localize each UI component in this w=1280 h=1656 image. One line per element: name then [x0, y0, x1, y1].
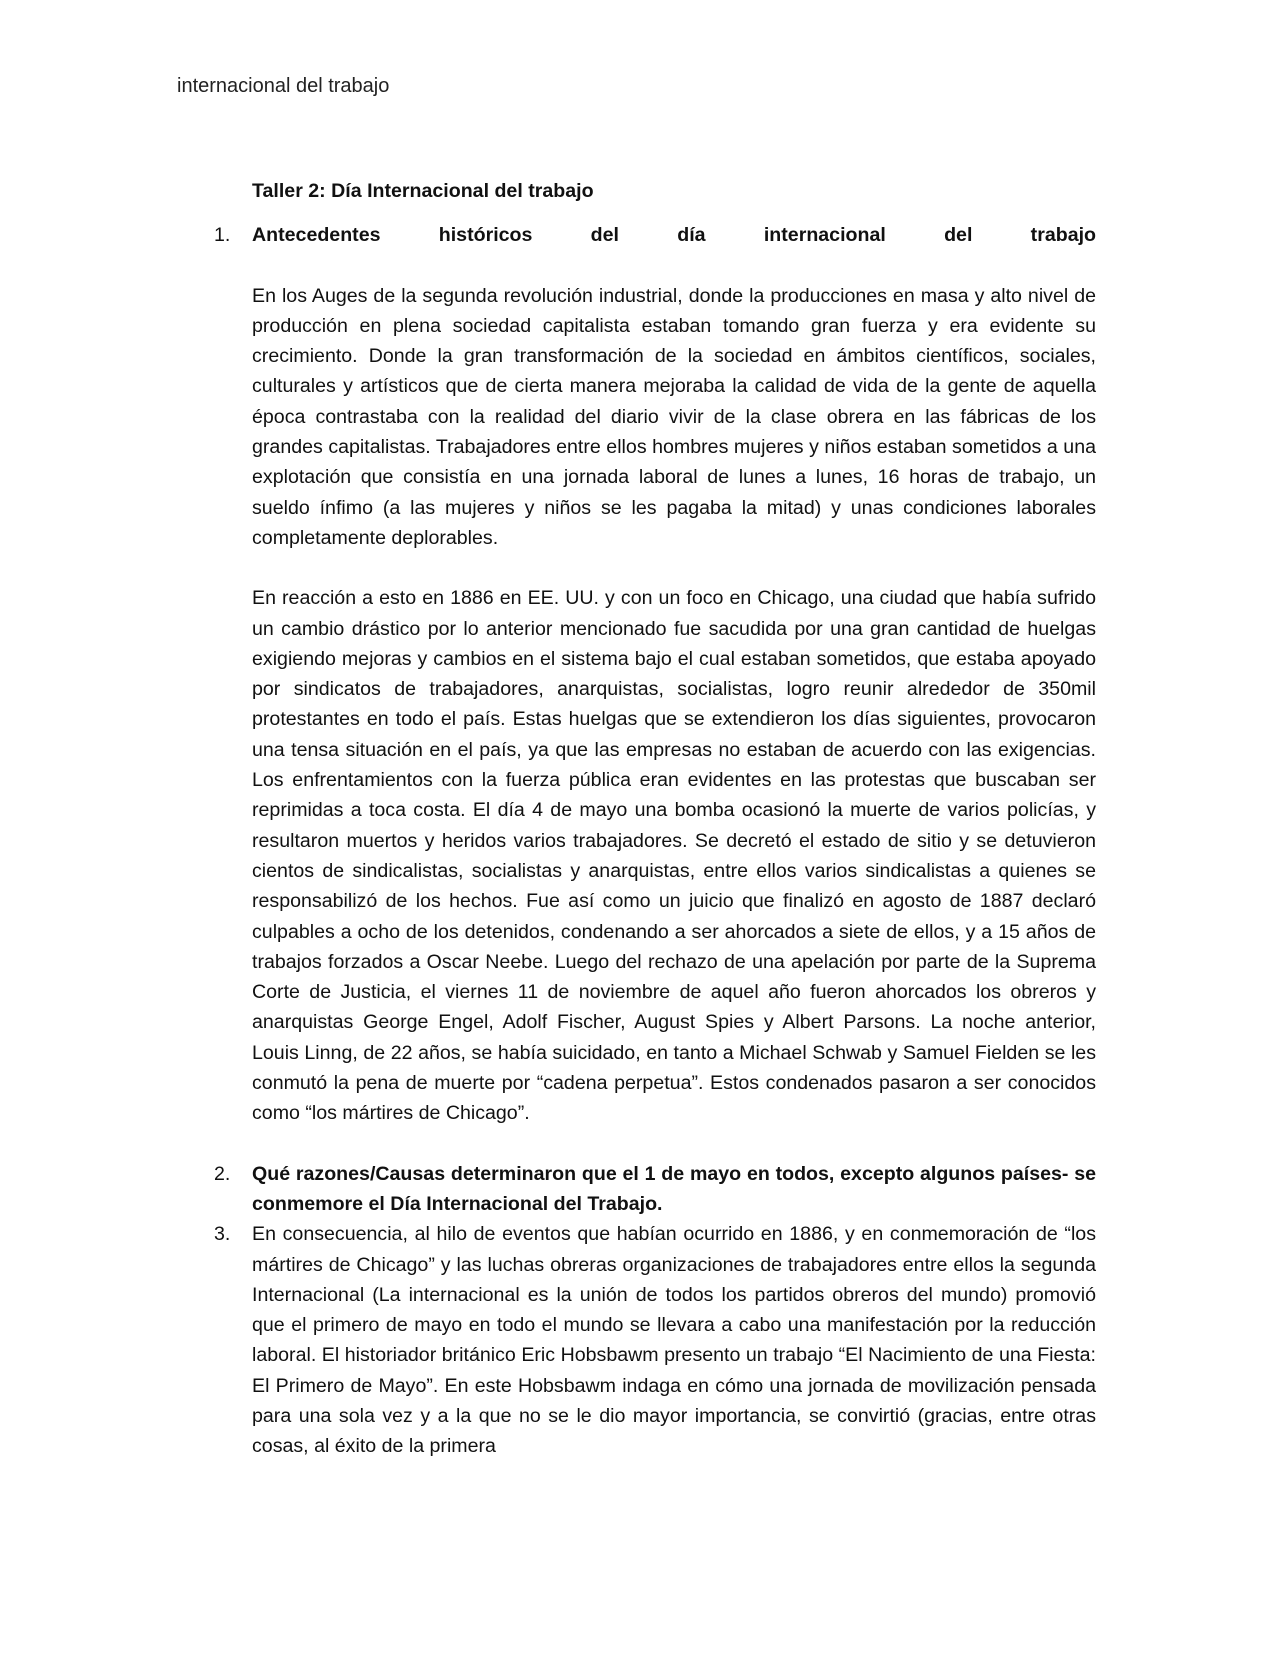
- document-body: [214, 176, 1096, 1462]
- list-item-2: [214, 1159, 1096, 1220]
- document-title: Taller 2: Día Internacional del trabajo: [252, 180, 594, 202]
- paragraph-consecuencia: En consecuencia, al hilo de eventos que habían ocurrido en 1886, y en conmemoración de “los mártires de Chicago” y las luchas obreras organizaciones de trabajadores entre ellos la segunda Internacional (La internacional es la unión de todos los partidos obreros del mundo) promovió que el primero de mayo en todo el mundo se llevara a cabo una manifestación por la reducción laboral. El historiador británico Eric Hobsbawm presento un trabajo “El Nacimiento de una Fiesta: El Primero de Mayo”. En este Hobsbawm indaga en cómo una jornada de movilización pensada para una sola vez y a la que no se le dio mayor importancia, se convirtió (gracias, entre otras cosas, al éxito de la primera: [252, 1223, 1096, 1458]
- paragraph-antecedentes-2: En reacción a esto en 1886 en EE. UU. y con un foco en Chicago, una ciudad que había sufrido un cambio drástico por lo anterior mencionado fue sacudida por una gran cantidad de huelgas exigiendo mejoras y cambios en el sistema bajo el cual estaban sometidos, que estaba apoyado por sindicatos de trabajadores, anarquistas, socialistas, logro reunir alrededor de 350mil protestantes en todo el país. Estas huelgas que se extendieron los días siguientes, provocaron una tensa situación en el país, ya que las empresas no estaban de acuerdo con las exigencias. Los enfrentamientos con la fuerza pública eran evidentes en las protestas que buscaban ser reprimidas a toca costa. El día 4 de mayo una bomba ocasionó la muerte de varios policías, y resultaron muertos y heridos varios trabajadores. Se decretó el estado de sitio y se detuvieron cientos de sindicalistas, socialistas y anarquistas, entre ellos varios sindicalistas a quienes se responsabilizó de los hechos. Fue así como un juicio que finalizó en agosto de 1887 declaró culpables a ocho de los detenidos, condenando a ser ahorcados a siete de ellos, y a 15 años de trabajos forzados a Oscar Neebe. Luego del rechazo de una apelación por parte de la Suprema Corte de Justicia, el viernes 11 de noviembre de aquel año fueron ahorcados los obreros y anarquistas George Engel, Adolf Fischer, August Spies y Albert Parsons. La noche anterior, Louis Linng, de 22 años, se había suicidado, en tanto a Michael Schwab y Samuel Fielden se les conmutó la pena de muerte por “cadena perpetua”. Estos condenados pasaron a ser conocidos como “los mártires de Chicago”.: [252, 587, 1096, 1125]
- paragraph-antecedentes-1: En los Auges de la segunda revolución industrial, donde la producciones en masa y alto nivel de producción en plena sociedad capitalista estaban tomando gran fuerza y era evidente su crecimiento. Donde la gran transformación de la sociedad en ámbitos científicos, sociales, culturales y artísticos que de cierta manera mejoraba la calidad de vida de la gente de aquella época contrastaba con la realidad del diario vivir de la clase obrera en las fábricas de los grandes capitalistas. Trabajadores entre ellos hombres mujeres y niños estaban sometidos a una explotación que consistía en una jornada laboral de lunes a lunes, 16 horas de trabajo, un sueldo ínfimo (a las mujeres y niños se les pagaba la mitad) y unas condiciones laborales completamente deplorables.: [252, 284, 1096, 549]
- list-number: 3.: [214, 1223, 231, 1246]
- blank-line: [252, 1129, 1096, 1159]
- list-number: 2.: [214, 1162, 231, 1185]
- blank-line: [252, 251, 1096, 281]
- list-item-3: [214, 1219, 1096, 1461]
- section-heading-razones: Qué razones/Causas determinaron que el 1 de mayo en todos, excepto algunos países- se conmemore el Día Internacional del Trabajo.: [252, 1162, 1096, 1215]
- section-heading-antecedentes: Antecedentes históricos del día internacional del trabajo: [252, 224, 1096, 247]
- running-header: internacional del trabajo: [177, 75, 390, 97]
- list-number: 1.: [214, 224, 231, 247]
- list-item-1: [214, 220, 1096, 1158]
- blank-line: [252, 553, 1096, 583]
